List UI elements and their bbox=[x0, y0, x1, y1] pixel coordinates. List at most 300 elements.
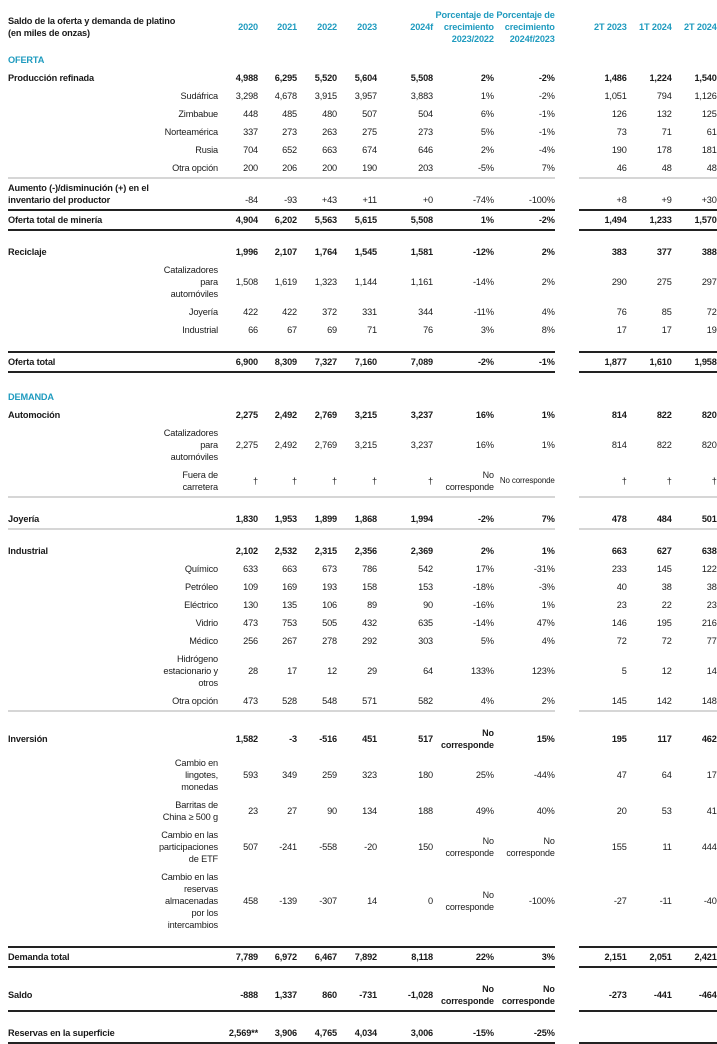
value-cell: 344 bbox=[418, 307, 433, 317]
value-cell: 169 bbox=[282, 582, 297, 592]
value-cell: 77 bbox=[706, 636, 717, 646]
value-cell: 16% bbox=[475, 440, 494, 450]
table-row bbox=[8, 796, 717, 826]
value-cell: † bbox=[218, 466, 258, 497]
row-label-cell bbox=[8, 826, 218, 868]
row-label: Industrial bbox=[182, 325, 218, 335]
value-cell: 3,215 bbox=[354, 440, 377, 450]
value-cell: 504 bbox=[418, 109, 433, 119]
value-cell: 5% bbox=[480, 636, 494, 646]
table-row bbox=[8, 261, 717, 303]
table-row bbox=[8, 510, 717, 529]
value-cell: -1% bbox=[494, 352, 555, 372]
column-gap bbox=[555, 510, 579, 529]
value-cell: 263 bbox=[322, 127, 337, 137]
value-cell: -2% bbox=[538, 91, 555, 101]
row-label: Demanda total bbox=[8, 952, 70, 962]
table-row bbox=[8, 947, 717, 967]
value-cell: 4,904 bbox=[218, 210, 258, 230]
value-cell: 7,892 bbox=[337, 947, 377, 967]
value-cell: 814 bbox=[611, 440, 627, 450]
value-cell: +8 bbox=[616, 195, 627, 205]
spacer-row bbox=[8, 967, 717, 980]
row-label-cell bbox=[8, 692, 218, 711]
value-cell: -3% bbox=[538, 582, 555, 592]
table-row bbox=[8, 542, 717, 560]
spacer bbox=[8, 230, 717, 243]
value-cell: 5,604 bbox=[354, 73, 377, 83]
value-cell: 2,769 bbox=[314, 410, 337, 420]
spacer-row bbox=[8, 711, 717, 724]
value-cell: 20 bbox=[616, 806, 627, 816]
value-cell: 6,900 bbox=[218, 352, 258, 372]
value-cell: 3% bbox=[480, 325, 494, 335]
value-cell: 1,581 bbox=[410, 247, 433, 257]
spacer-row bbox=[8, 230, 717, 243]
row-label: Reservas en la superficie bbox=[8, 1028, 115, 1038]
value-cell: 27 bbox=[287, 806, 297, 816]
value-cell: 14 bbox=[706, 666, 717, 676]
value-cell: 704 bbox=[243, 145, 258, 155]
value-cell: 1,953 bbox=[258, 510, 297, 529]
row-label: Vidrio bbox=[195, 618, 218, 628]
row-label-cell bbox=[8, 406, 218, 424]
value-cell: 150 bbox=[418, 842, 433, 852]
row-label-cell bbox=[8, 466, 218, 497]
value-cell: 73 bbox=[616, 127, 627, 137]
value-cell: 3,237 bbox=[410, 410, 433, 420]
value-cell: 473 bbox=[218, 692, 258, 711]
value-cell: -100% bbox=[528, 896, 555, 906]
value-cell: 6,467 bbox=[297, 947, 337, 967]
value-cell: +11 bbox=[362, 195, 377, 205]
value-cell: 7% bbox=[494, 510, 555, 529]
row-label-cell bbox=[8, 141, 218, 159]
value-cell: -27 bbox=[613, 896, 627, 906]
column-gap bbox=[555, 321, 579, 339]
value-cell: † bbox=[672, 466, 717, 497]
row-label-cell bbox=[8, 352, 218, 372]
value-cell: 132 bbox=[656, 109, 672, 119]
value-cell: 203 bbox=[377, 159, 433, 178]
value-cell: 12 bbox=[661, 666, 672, 676]
value-cell: 23 bbox=[616, 600, 627, 610]
column-header: 2021 bbox=[277, 22, 297, 32]
value-cell: 3,883 bbox=[410, 91, 433, 101]
row-label: Otra opción bbox=[172, 696, 218, 706]
value-cell: 422 bbox=[243, 307, 258, 317]
column-header: 2023 bbox=[357, 22, 377, 32]
value-cell: 11 bbox=[662, 842, 672, 852]
value-cell: -2% bbox=[433, 352, 494, 372]
row-label: Catalizadores para automóviles bbox=[163, 265, 218, 299]
row-label-cell bbox=[8, 424, 218, 466]
table-header bbox=[8, 6, 717, 48]
value-cell: -139 bbox=[279, 896, 297, 906]
value-cell: 6,295 bbox=[274, 73, 297, 83]
value-cell: 22% bbox=[433, 947, 494, 967]
row-label-cell bbox=[8, 754, 218, 796]
value-cell: 1,486 bbox=[604, 73, 627, 83]
table-row bbox=[8, 123, 717, 141]
value-cell: 38 bbox=[661, 582, 672, 592]
row-label: Eléctrico bbox=[184, 600, 218, 610]
value-cell: -5% bbox=[433, 159, 494, 178]
value-cell: 190 bbox=[611, 145, 627, 155]
value-cell: 3,298 bbox=[235, 91, 258, 101]
column-gap bbox=[555, 868, 579, 934]
row-label-cell bbox=[8, 178, 218, 210]
value-cell: -1% bbox=[538, 127, 555, 137]
table-row bbox=[8, 321, 717, 339]
value-cell: 71 bbox=[367, 325, 377, 335]
value-cell: -731 bbox=[337, 980, 377, 1011]
value-cell: 89 bbox=[367, 600, 377, 610]
value-cell: 3,906 bbox=[258, 1024, 297, 1043]
spacer bbox=[8, 711, 717, 724]
value-cell: 501 bbox=[672, 510, 717, 529]
value-cell: -1,028 bbox=[377, 980, 433, 1011]
value-cell: 2,769 bbox=[314, 440, 337, 450]
value-cell: -11% bbox=[473, 307, 494, 317]
column-gap bbox=[555, 466, 579, 497]
value-cell: -18% bbox=[473, 582, 494, 592]
table-row bbox=[8, 826, 717, 868]
value-cell: 3,215 bbox=[354, 410, 377, 420]
value-cell: 1% bbox=[541, 410, 555, 420]
value-cell: -11 bbox=[659, 896, 672, 906]
value-cell: 181 bbox=[701, 145, 717, 155]
spacer bbox=[8, 497, 717, 510]
value-cell: 273 bbox=[282, 127, 297, 137]
value-cell: 5,563 bbox=[297, 210, 337, 230]
column-gap bbox=[555, 141, 579, 159]
value-cell: 2,151 bbox=[579, 947, 627, 967]
table-row bbox=[8, 210, 717, 230]
table-row bbox=[8, 868, 717, 934]
table-row bbox=[8, 243, 717, 261]
value-cell: -25% bbox=[494, 1024, 555, 1043]
value-cell: 388 bbox=[701, 247, 717, 257]
value-cell: -74% bbox=[473, 195, 494, 205]
row-label-cell bbox=[8, 542, 218, 560]
value-cell: -84 bbox=[245, 195, 258, 205]
value-cell: 85 bbox=[661, 307, 672, 317]
value-cell: 505 bbox=[322, 618, 337, 628]
value-cell: 1,508 bbox=[235, 277, 258, 287]
value-cell: 200 bbox=[218, 159, 258, 178]
value-cell: 548 bbox=[297, 692, 337, 711]
table-row bbox=[8, 754, 717, 796]
value-cell: 48 bbox=[672, 159, 717, 178]
value-cell: 90 bbox=[327, 806, 337, 816]
value-cell: 2,421 bbox=[672, 947, 717, 967]
table-row bbox=[8, 87, 717, 105]
value-cell: 17 bbox=[706, 770, 717, 780]
value-cell: 2,275 bbox=[235, 410, 258, 420]
row-label: Saldo bbox=[8, 990, 33, 1000]
value-cell: 69 bbox=[327, 325, 337, 335]
value-cell: 458 bbox=[243, 896, 258, 906]
value-cell: 278 bbox=[322, 636, 337, 646]
table-row bbox=[8, 466, 717, 497]
value-cell: 820 bbox=[701, 440, 717, 450]
value-cell: 12 bbox=[327, 666, 337, 676]
value-cell: 6,972 bbox=[258, 947, 297, 967]
row-label: Zimbabue bbox=[178, 109, 218, 119]
value-cell: -241 bbox=[279, 842, 297, 852]
row-label: Fuera de carretera bbox=[182, 470, 218, 492]
column-gap bbox=[555, 69, 579, 87]
value-cell: 663 bbox=[282, 564, 297, 574]
value-cell: 22 bbox=[661, 600, 672, 610]
column-gap bbox=[555, 6, 579, 48]
value-cell: 297 bbox=[701, 277, 717, 287]
column-header: Porcentaje de crecimiento 2024f/2023 bbox=[496, 10, 555, 44]
row-label: Rusia bbox=[195, 145, 218, 155]
value-cell: 5,520 bbox=[314, 73, 337, 83]
value-cell: 19 bbox=[706, 325, 717, 335]
spacer-row bbox=[8, 934, 717, 947]
section-heading-row bbox=[8, 385, 717, 406]
row-label: Otra opción bbox=[172, 163, 218, 173]
column-gap bbox=[555, 560, 579, 578]
value-cell: 3,006 bbox=[377, 1024, 433, 1043]
value-cell: 1,545 bbox=[354, 247, 377, 257]
value-cell: 7,089 bbox=[377, 352, 433, 372]
column-gap bbox=[555, 210, 579, 230]
value-cell: -16% bbox=[473, 600, 494, 610]
value-cell: 4,034 bbox=[337, 1024, 377, 1043]
value-cell: 2% bbox=[480, 145, 494, 155]
value-cell: 633 bbox=[243, 564, 258, 574]
row-label-cell bbox=[8, 980, 218, 1011]
column-header: Porcentaje de crecimiento 2023/2022 bbox=[435, 10, 494, 44]
column-header: 1T 2024 bbox=[639, 22, 672, 32]
spacer-row bbox=[8, 1011, 717, 1024]
value-cell: 1% bbox=[541, 600, 555, 610]
value-cell: 349 bbox=[282, 770, 297, 780]
value-cell: -464 bbox=[672, 980, 717, 1011]
value-cell: +30 bbox=[701, 195, 717, 205]
row-label: Petróleo bbox=[184, 582, 218, 592]
value-cell: 7% bbox=[494, 159, 555, 178]
value-cell: 820 bbox=[701, 410, 717, 420]
value-cell: -12% bbox=[473, 247, 494, 257]
row-label-cell bbox=[8, 947, 218, 967]
value-cell: 17 bbox=[616, 325, 627, 335]
value-cell: -14% bbox=[473, 277, 494, 287]
row-label-cell bbox=[8, 868, 218, 934]
column-gap bbox=[555, 178, 579, 210]
value-cell: 1,764 bbox=[314, 247, 337, 257]
value-cell: 2,275 bbox=[235, 440, 258, 450]
value-cell: 1% bbox=[541, 546, 555, 556]
value-cell: 200 bbox=[297, 159, 337, 178]
value-cell bbox=[627, 1024, 672, 1043]
value-cell: 1,337 bbox=[258, 980, 297, 1011]
value-cell: 674 bbox=[362, 145, 377, 155]
value-cell: 2% bbox=[494, 692, 555, 711]
value-cell: 2,569** bbox=[218, 1024, 258, 1043]
value-cell: 17 bbox=[661, 325, 672, 335]
value-cell: 16% bbox=[475, 410, 494, 420]
value-cell: 451 bbox=[362, 734, 377, 744]
spacer bbox=[8, 529, 717, 542]
value-cell: † bbox=[579, 466, 627, 497]
table-row bbox=[8, 560, 717, 578]
table-row bbox=[8, 303, 717, 321]
value-cell: No corresponde bbox=[441, 728, 494, 750]
value-cell: 2% bbox=[541, 277, 555, 287]
table-title: Saldo de la oferta y demanda de platino (en miles de onzas) bbox=[8, 16, 176, 38]
value-cell: -31% bbox=[533, 564, 555, 574]
value-cell: 71 bbox=[661, 127, 672, 137]
value-cell: 46 bbox=[579, 159, 627, 178]
value-cell: 507 bbox=[362, 109, 377, 119]
row-label-cell bbox=[8, 261, 218, 303]
value-cell: 635 bbox=[418, 618, 433, 628]
value-cell: -516 bbox=[319, 734, 337, 744]
value-cell: 195 bbox=[656, 618, 672, 628]
value-cell bbox=[672, 1024, 717, 1043]
value-cell: 292 bbox=[362, 636, 377, 646]
value-cell: † bbox=[258, 466, 297, 497]
row-label: Médico bbox=[189, 636, 218, 646]
value-cell: No corresponde bbox=[494, 466, 555, 497]
value-cell: 582 bbox=[377, 692, 433, 711]
value-cell: 337 bbox=[243, 127, 258, 137]
value-cell: 448 bbox=[243, 109, 258, 119]
column-gap bbox=[555, 754, 579, 796]
row-label-cell bbox=[8, 243, 218, 261]
value-cell: 432 bbox=[362, 618, 377, 628]
spacer bbox=[8, 934, 717, 947]
value-cell: 23 bbox=[248, 806, 258, 816]
value-cell: 822 bbox=[656, 410, 672, 420]
value-cell: No corresponde bbox=[445, 890, 494, 912]
value-cell: 5,508 bbox=[377, 210, 433, 230]
value-cell: -2% bbox=[433, 510, 494, 529]
value-cell: -888 bbox=[218, 980, 258, 1011]
value-cell: 663 bbox=[322, 145, 337, 155]
value-cell: 1% bbox=[433, 210, 494, 230]
row-label-cell bbox=[8, 69, 218, 87]
value-cell: 1,144 bbox=[354, 277, 377, 287]
value-cell: -44% bbox=[533, 770, 555, 780]
column-gap bbox=[555, 692, 579, 711]
row-label-cell bbox=[8, 796, 218, 826]
value-cell: 188 bbox=[418, 806, 433, 816]
row-label: Aumento (-)/disminución (+) en el inventario del productor bbox=[8, 183, 149, 205]
value-cell: 145 bbox=[656, 564, 672, 574]
value-cell: 135 bbox=[282, 600, 297, 610]
value-cell bbox=[579, 1024, 627, 1043]
column-gap bbox=[555, 578, 579, 596]
value-cell: 53 bbox=[661, 806, 672, 816]
value-cell: 64 bbox=[423, 666, 433, 676]
column-gap bbox=[555, 159, 579, 178]
row-label-cell bbox=[8, 1024, 218, 1043]
value-cell: 2,369 bbox=[410, 546, 433, 556]
row-label: DEMANDA bbox=[8, 392, 54, 402]
value-cell: No corresponde bbox=[433, 466, 494, 497]
value-cell: 4% bbox=[541, 636, 555, 646]
value-cell: -2% bbox=[538, 73, 555, 83]
value-cell: 106 bbox=[322, 600, 337, 610]
column-gap bbox=[555, 796, 579, 826]
value-cell: 473 bbox=[243, 618, 258, 628]
value-cell: 72 bbox=[616, 636, 627, 646]
value-cell: 1,224 bbox=[649, 73, 672, 83]
value-cell: † bbox=[627, 466, 672, 497]
value-cell: † bbox=[337, 466, 377, 497]
value-cell: -20 bbox=[364, 842, 377, 852]
row-label: Producción refinada bbox=[8, 73, 94, 83]
value-cell: 7,789 bbox=[218, 947, 258, 967]
value-cell: 814 bbox=[611, 410, 627, 420]
row-label: Oferta total bbox=[8, 357, 56, 367]
column-gap bbox=[555, 105, 579, 123]
column-gap bbox=[555, 303, 579, 321]
value-cell: 206 bbox=[258, 159, 297, 178]
row-label: Norteamérica bbox=[164, 127, 218, 137]
value-cell: -441 bbox=[627, 980, 672, 1011]
table-row bbox=[8, 424, 717, 466]
value-cell: 480 bbox=[322, 109, 337, 119]
column-gap bbox=[555, 424, 579, 466]
value-cell: 5,615 bbox=[337, 210, 377, 230]
value-cell: 542 bbox=[418, 564, 433, 574]
table-row bbox=[8, 724, 717, 754]
row-label-cell bbox=[8, 210, 218, 230]
row-label: Catalizadores para automóviles bbox=[163, 428, 218, 462]
table-row bbox=[8, 980, 717, 1011]
value-cell: 7,327 bbox=[297, 352, 337, 372]
value-cell: 195 bbox=[611, 734, 627, 744]
value-cell: 673 bbox=[322, 564, 337, 574]
value-cell: 2,315 bbox=[314, 546, 337, 556]
column-gap bbox=[555, 947, 579, 967]
value-cell: 4% bbox=[541, 307, 555, 317]
value-cell: 323 bbox=[362, 770, 377, 780]
value-cell: 290 bbox=[611, 277, 627, 287]
value-cell: 40 bbox=[616, 582, 627, 592]
column-gap bbox=[555, 406, 579, 424]
value-cell: -1% bbox=[538, 109, 555, 119]
column-gap bbox=[555, 826, 579, 868]
value-cell: 593 bbox=[243, 770, 258, 780]
row-label: Sudáfrica bbox=[180, 91, 218, 101]
row-label-cell bbox=[8, 614, 218, 632]
value-cell: 2% bbox=[480, 546, 494, 556]
row-label-cell bbox=[8, 632, 218, 650]
value-cell: No corresponde bbox=[445, 836, 494, 858]
row-label-cell bbox=[8, 578, 218, 596]
value-cell: 1,877 bbox=[579, 352, 627, 372]
value-cell: 47% bbox=[536, 618, 555, 628]
value-cell: 275 bbox=[656, 277, 672, 287]
value-cell: 275 bbox=[362, 127, 377, 137]
row-label-cell bbox=[8, 724, 218, 754]
row-label-cell bbox=[8, 510, 218, 529]
value-cell: -4% bbox=[538, 145, 555, 155]
value-cell: -2% bbox=[494, 210, 555, 230]
value-cell: 25% bbox=[475, 770, 494, 780]
row-label: Cambio en las reservas almacenadas por los intercambios bbox=[161, 872, 218, 930]
value-cell: -14% bbox=[473, 618, 494, 628]
row-label-cell bbox=[8, 123, 218, 141]
